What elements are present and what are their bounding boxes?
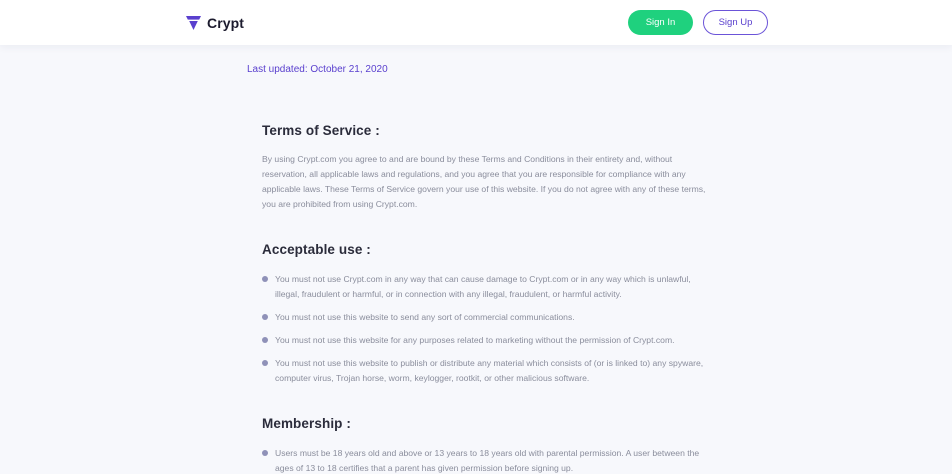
top-navbar bbox=[0, 0, 952, 45]
bullet-dot-icon bbox=[262, 360, 268, 366]
membership-heading: Membership : bbox=[262, 416, 351, 431]
sign-up-button[interactable]: Sign Up bbox=[703, 10, 768, 35]
acceptable-use-heading: Acceptable use : bbox=[262, 242, 371, 257]
terms-of-service-heading: Terms of Service : bbox=[262, 123, 380, 138]
brand-name: Crypt bbox=[207, 15, 245, 31]
sign-in-button[interactable]: Sign In bbox=[628, 10, 693, 35]
list-item-text: You must not use this website to send any sort of commercial communications. bbox=[275, 312, 575, 322]
list-item-text: You must not use Crypt.com in any way that can cause damage to Crypt.com or in any way which is unlawful, illegal, fraudulent or harmful, or in connection with any illegal, fraudulent, or harmful activity. bbox=[275, 274, 691, 299]
list-item-text: You must not use this website to publish or distribute any material which consists of (or is linked to) any spyware, computer virus, Trojan horse, worm, keylogger, rootkit, or other malicious software. bbox=[275, 358, 704, 383]
brand[interactable] bbox=[186, 14, 244, 32]
bullet-dot-icon bbox=[262, 314, 268, 320]
list-item-text: You must not use this website for any purposes related to marketing without the permission of Crypt.com. bbox=[275, 335, 675, 345]
bullet-dot-icon bbox=[262, 276, 268, 282]
terms-of-service-body: By using Crypt.com you agree to and are bound by these Terms and Conditions in their entirety and, without reservation, all applicable laws and regulations, and you agree that you are responsible for compliance with any applicable laws. These Terms of Service govern your use of this website. If you do not agree with any of these terms, you are prohibited from using Crypt.com. bbox=[262, 154, 706, 209]
crypt-logo-icon bbox=[186, 16, 201, 30]
bullet-dot-icon bbox=[262, 450, 268, 456]
list-item-text: Users must be 18 years old and above or 13 years to 18 years old with parental permission. A user between the ages of 13 to 18 certifies that a parent has given permission before signing up. bbox=[275, 448, 700, 473]
last-updated-text: Last updated: October 21, 2020 bbox=[247, 64, 388, 75]
bullet-dot-icon bbox=[262, 337, 268, 343]
